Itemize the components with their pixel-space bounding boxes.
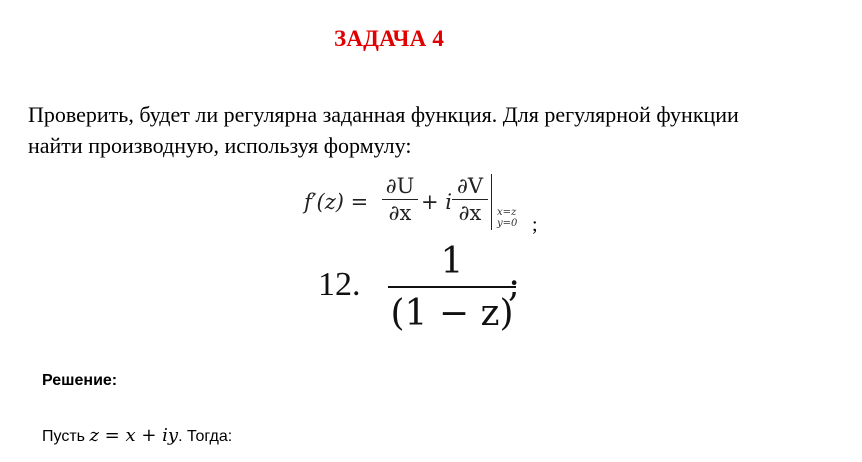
problem-denominator: (1 − z) — [390, 293, 514, 334]
var-iy: iy — [162, 425, 179, 446]
let-suffix: . Тогда: — [178, 428, 233, 445]
var-z: z — [89, 425, 99, 446]
equals-sign: = — [98, 425, 126, 446]
task-line-2: найти производную, используя формулу: — [28, 133, 412, 158]
formula-frac-dv-dx — [452, 174, 488, 225]
problem-number: 12. — [318, 266, 361, 303]
frac1-numerator: ∂U — [385, 174, 415, 198]
formula-plus-i: + i — [421, 190, 452, 214]
formula-frac-du-dx — [382, 174, 418, 225]
frac2-numerator: ∂V — [456, 174, 484, 198]
task-line-1: Проверить, будет ли регулярна заданная функция. Для регулярной функции — [28, 102, 739, 127]
task-statement — [28, 99, 828, 161]
frac1-denominator: ∂x — [388, 201, 412, 225]
problem-fraction — [382, 240, 522, 336]
solution-heading: Решение: — [42, 372, 118, 389]
fraction-bar — [388, 286, 516, 288]
subscript-x-eq-z: x=z — [497, 207, 517, 218]
evaluation-bar — [491, 174, 492, 230]
problem-numerator: 1 — [440, 241, 464, 282]
problem-semicolon: ; — [508, 264, 521, 305]
plus-sign: + — [135, 425, 163, 446]
formula-lhs: f′(z) = — [304, 190, 369, 214]
solution-first-line — [42, 425, 232, 446]
formula-semicolon: ; — [532, 214, 538, 236]
let-prefix: Пусть — [42, 428, 90, 445]
var-x: x — [125, 425, 136, 446]
task-title: ЗАДАЧА 4 — [334, 26, 445, 51]
subscript-y-eq-0: y=0 — [497, 218, 518, 229]
frac2-denominator: ∂x — [458, 201, 482, 225]
